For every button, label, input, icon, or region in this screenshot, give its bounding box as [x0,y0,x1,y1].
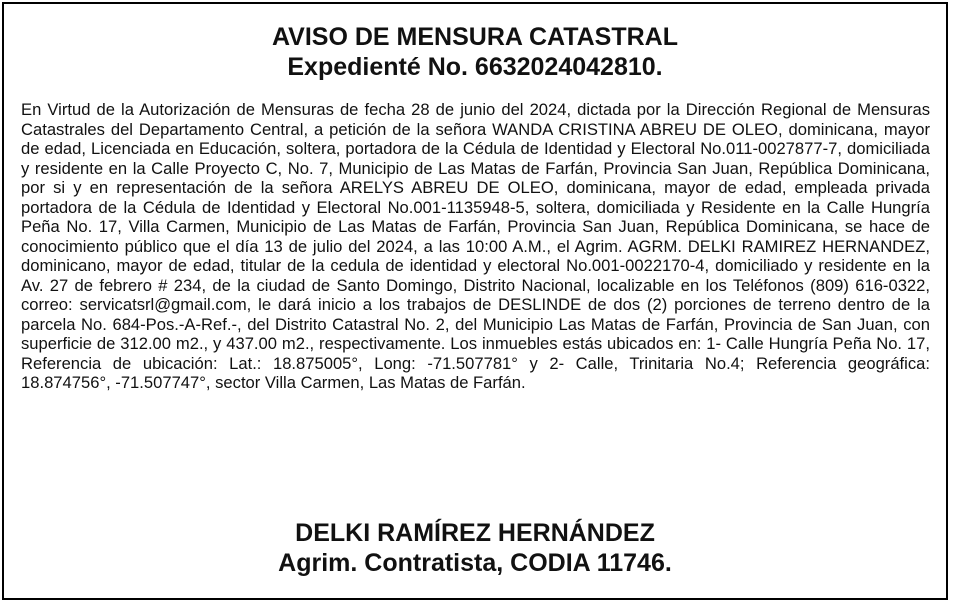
expediente-number: Expedienté No. 6632024042810. [287,53,663,81]
notice-header [4,22,946,82]
signature-block [4,518,946,578]
notice-title: AVISO DE MENSURA CATASTRAL [271,23,679,51]
notice-box [2,2,948,600]
notice-body: En Virtud de la Autorización de Mensuras de fecha 28 de junio del 2024, dictada por la Dirección Regional de Mensuras Catastrales del Departamento Central, a petición de la señora WANDA CRISTINA ABREU DE OLEO, dominicana, mayor de edad, Licenciada en Educación, soltera, portadora de la Cédula de Identidad y Electoral No.011-0027877-7, domiciliada y residente en la Calle Proyecto C, No. 7, Municipio de Las Matas de Farfán, Provincia San Juan, República Dominicana, por si y en representación de la señora ARELYS ABREU DE OLEO, dominicana, mayor de edad, empleada privada portadora de la Cédula de Identidad y Electoral No.001-1135948-5, soltera, domiciliada y Residente en la Calle Hungría Peña No. 17, Villa Carmen, Municipio de Las Matas de Farfán, Provincia San Juan, República Dominicana, se hace de conocimiento público que el día 13 de julio del 2024, a las 10:00 A.M., el Agrim. AGRM. DELKI RAMIREZ HERNANDEZ, dominicano, mayor de edad, titular de la cedula de identidad y electoral No.001-0022170-4, domiciliado y residente en la Av. 27 de febrero # 234, de la ciudad de Santo Domingo, Distrito Nacional, localizable en los Teléfonos (809) 616-0322, correo: servicatsrl@gmail.com, le dará inicio a los trabajos de DESLINDE de dos (2) porciones de terreno dentro de la parcela No. 684-Pos.-A-Ref.-, del Distrito Catastral No. 2, del Municipio Las Matas de Farfán, Provincia de San Juan, con superficie de 312.00 m2., y 437.00 m2., respectivamente. Los inmuebles estás ubicados en: 1- Calle Hungría Peña No. 17, Referencia de ubicación: Lat.: 18.875005°, Long: -71.507781° y 2- Calle, Trinitaria No.4; Referencia geográfica: 18.874756°, -71.507747°, sector Villa Carmen, Las Matas de Farfán. [21,100,930,392]
signature-title: Agrim. Contratista, CODIA 11746. [278,549,672,577]
signature-name: DELKI RAMÍREZ HERNÁNDEZ [295,519,655,547]
